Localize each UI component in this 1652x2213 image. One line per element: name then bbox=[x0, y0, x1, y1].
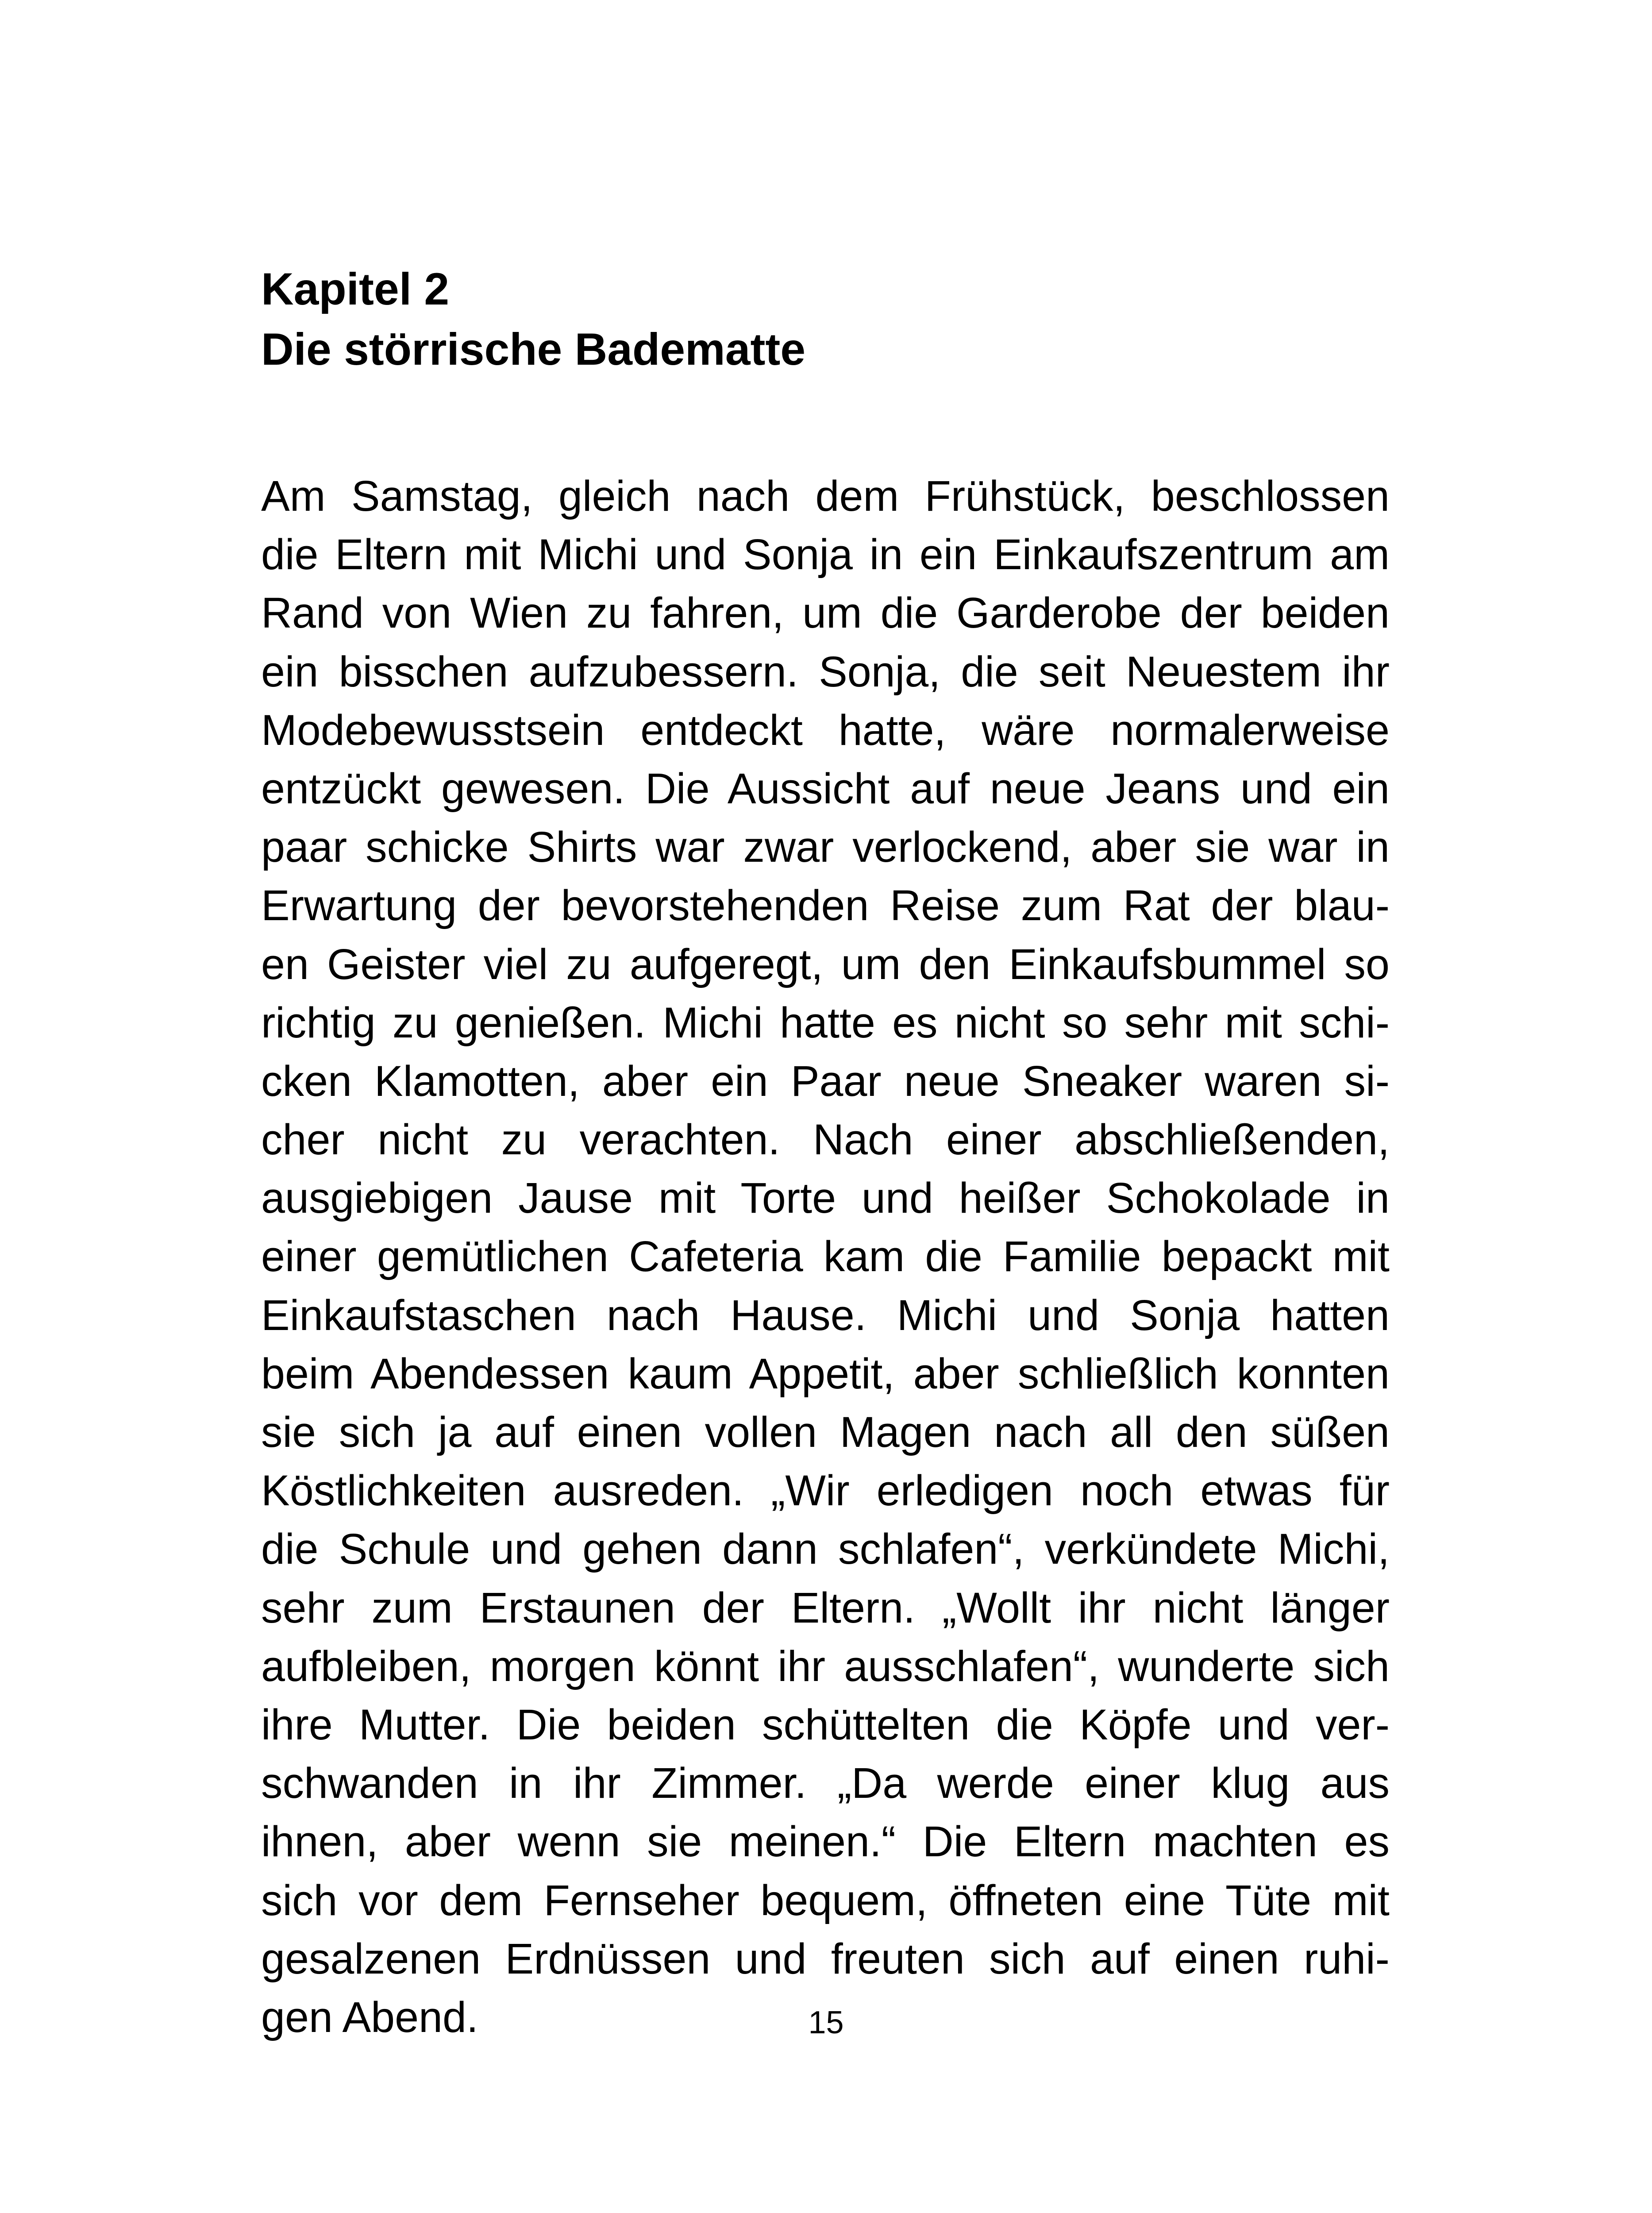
text-line: sie sich ja auf einen vollen Magen nach all den süßen bbox=[261, 1408, 1390, 1456]
text-line: schwanden in ihr Zimmer. „Da werde einer klug aus bbox=[261, 1759, 1390, 1808]
text-line: Modebewusstsein entdeckt hatte, wäre normalerweise bbox=[261, 706, 1390, 754]
chapter-body-text bbox=[261, 467, 1390, 2047]
chapter-title: Die störrische Badematte bbox=[261, 324, 806, 374]
text-line: sich vor dem Fernseher bequem, öffneten eine Tüte mit bbox=[261, 1876, 1390, 1924]
page-number: 15 bbox=[808, 2005, 844, 2040]
text-line: cher nicht zu verachten. Nach einer abschließenden, bbox=[261, 1115, 1390, 1164]
text-line: paar schicke Shirts war zwar verlockend, aber sie war in bbox=[261, 823, 1390, 871]
text-line: Am Samstag, gleich nach dem Frühstück, beschlossen bbox=[261, 472, 1390, 520]
text-line: beim Abendessen kaum Appetit, aber schließlich konnten bbox=[261, 1349, 1390, 1398]
text-line: Erwartung der bevorstehenden Reise zum Rat der blau- bbox=[261, 881, 1390, 930]
text-line: entzückt gewesen. Die Aussicht auf neue Jeans und ein bbox=[261, 764, 1390, 813]
text-line: ein bisschen aufzubessern. Sonja, die seit Neuestem ihr bbox=[261, 647, 1390, 696]
text-line: Einkaufstaschen nach Hause. Michi und Sonja hatten bbox=[261, 1291, 1390, 1339]
text-line: ausgiebigen Jause mit Torte und heißer Schokolade in bbox=[261, 1174, 1390, 1222]
text-line: ihnen, aber wenn sie meinen.“ Die Eltern machten es bbox=[261, 1817, 1390, 1866]
text-line: Köstlichkeiten ausreden. „Wir erledigen noch etwas für bbox=[261, 1466, 1390, 1515]
text-line: einer gemütlichen Cafeteria kam die Familie bepackt mit bbox=[261, 1232, 1390, 1281]
text-line: aufbleiben, morgen könnt ihr ausschlafen“, wunderte sich bbox=[261, 1642, 1390, 1690]
text-line: sehr zum Erstaunen der Eltern. „Wollt ihr nicht länger bbox=[261, 1583, 1390, 1632]
text-line: die Eltern mit Michi und Sonja in ein Einkaufszentrum am bbox=[261, 530, 1390, 579]
text-line: cken Klamotten, aber ein Paar neue Sneaker waren si- bbox=[261, 1056, 1390, 1105]
text-line: Rand von Wien zu fahren, um die Garderobe der beiden bbox=[261, 589, 1390, 637]
text-line: gesalzenen Erdnüssen und freuten sich auf einen ruhi- bbox=[261, 1934, 1390, 1983]
chapter-number: Kapitel 2 bbox=[261, 264, 450, 314]
text-line: en Geister viel zu aufgeregt, um den Einkaufsbummel so bbox=[261, 940, 1390, 988]
text-line: ihre Mutter. Die beiden schüttelten die Köpfe und ver- bbox=[261, 1700, 1390, 1749]
text-line: richtig zu genießen. Michi hatte es nicht so sehr mit schi- bbox=[261, 998, 1390, 1047]
chapter-heading bbox=[261, 259, 805, 379]
text-line: die Schule und gehen dann schlafen“, verkündete Michi, bbox=[261, 1525, 1390, 1573]
text-line: gen Abend. bbox=[261, 1993, 478, 2041]
